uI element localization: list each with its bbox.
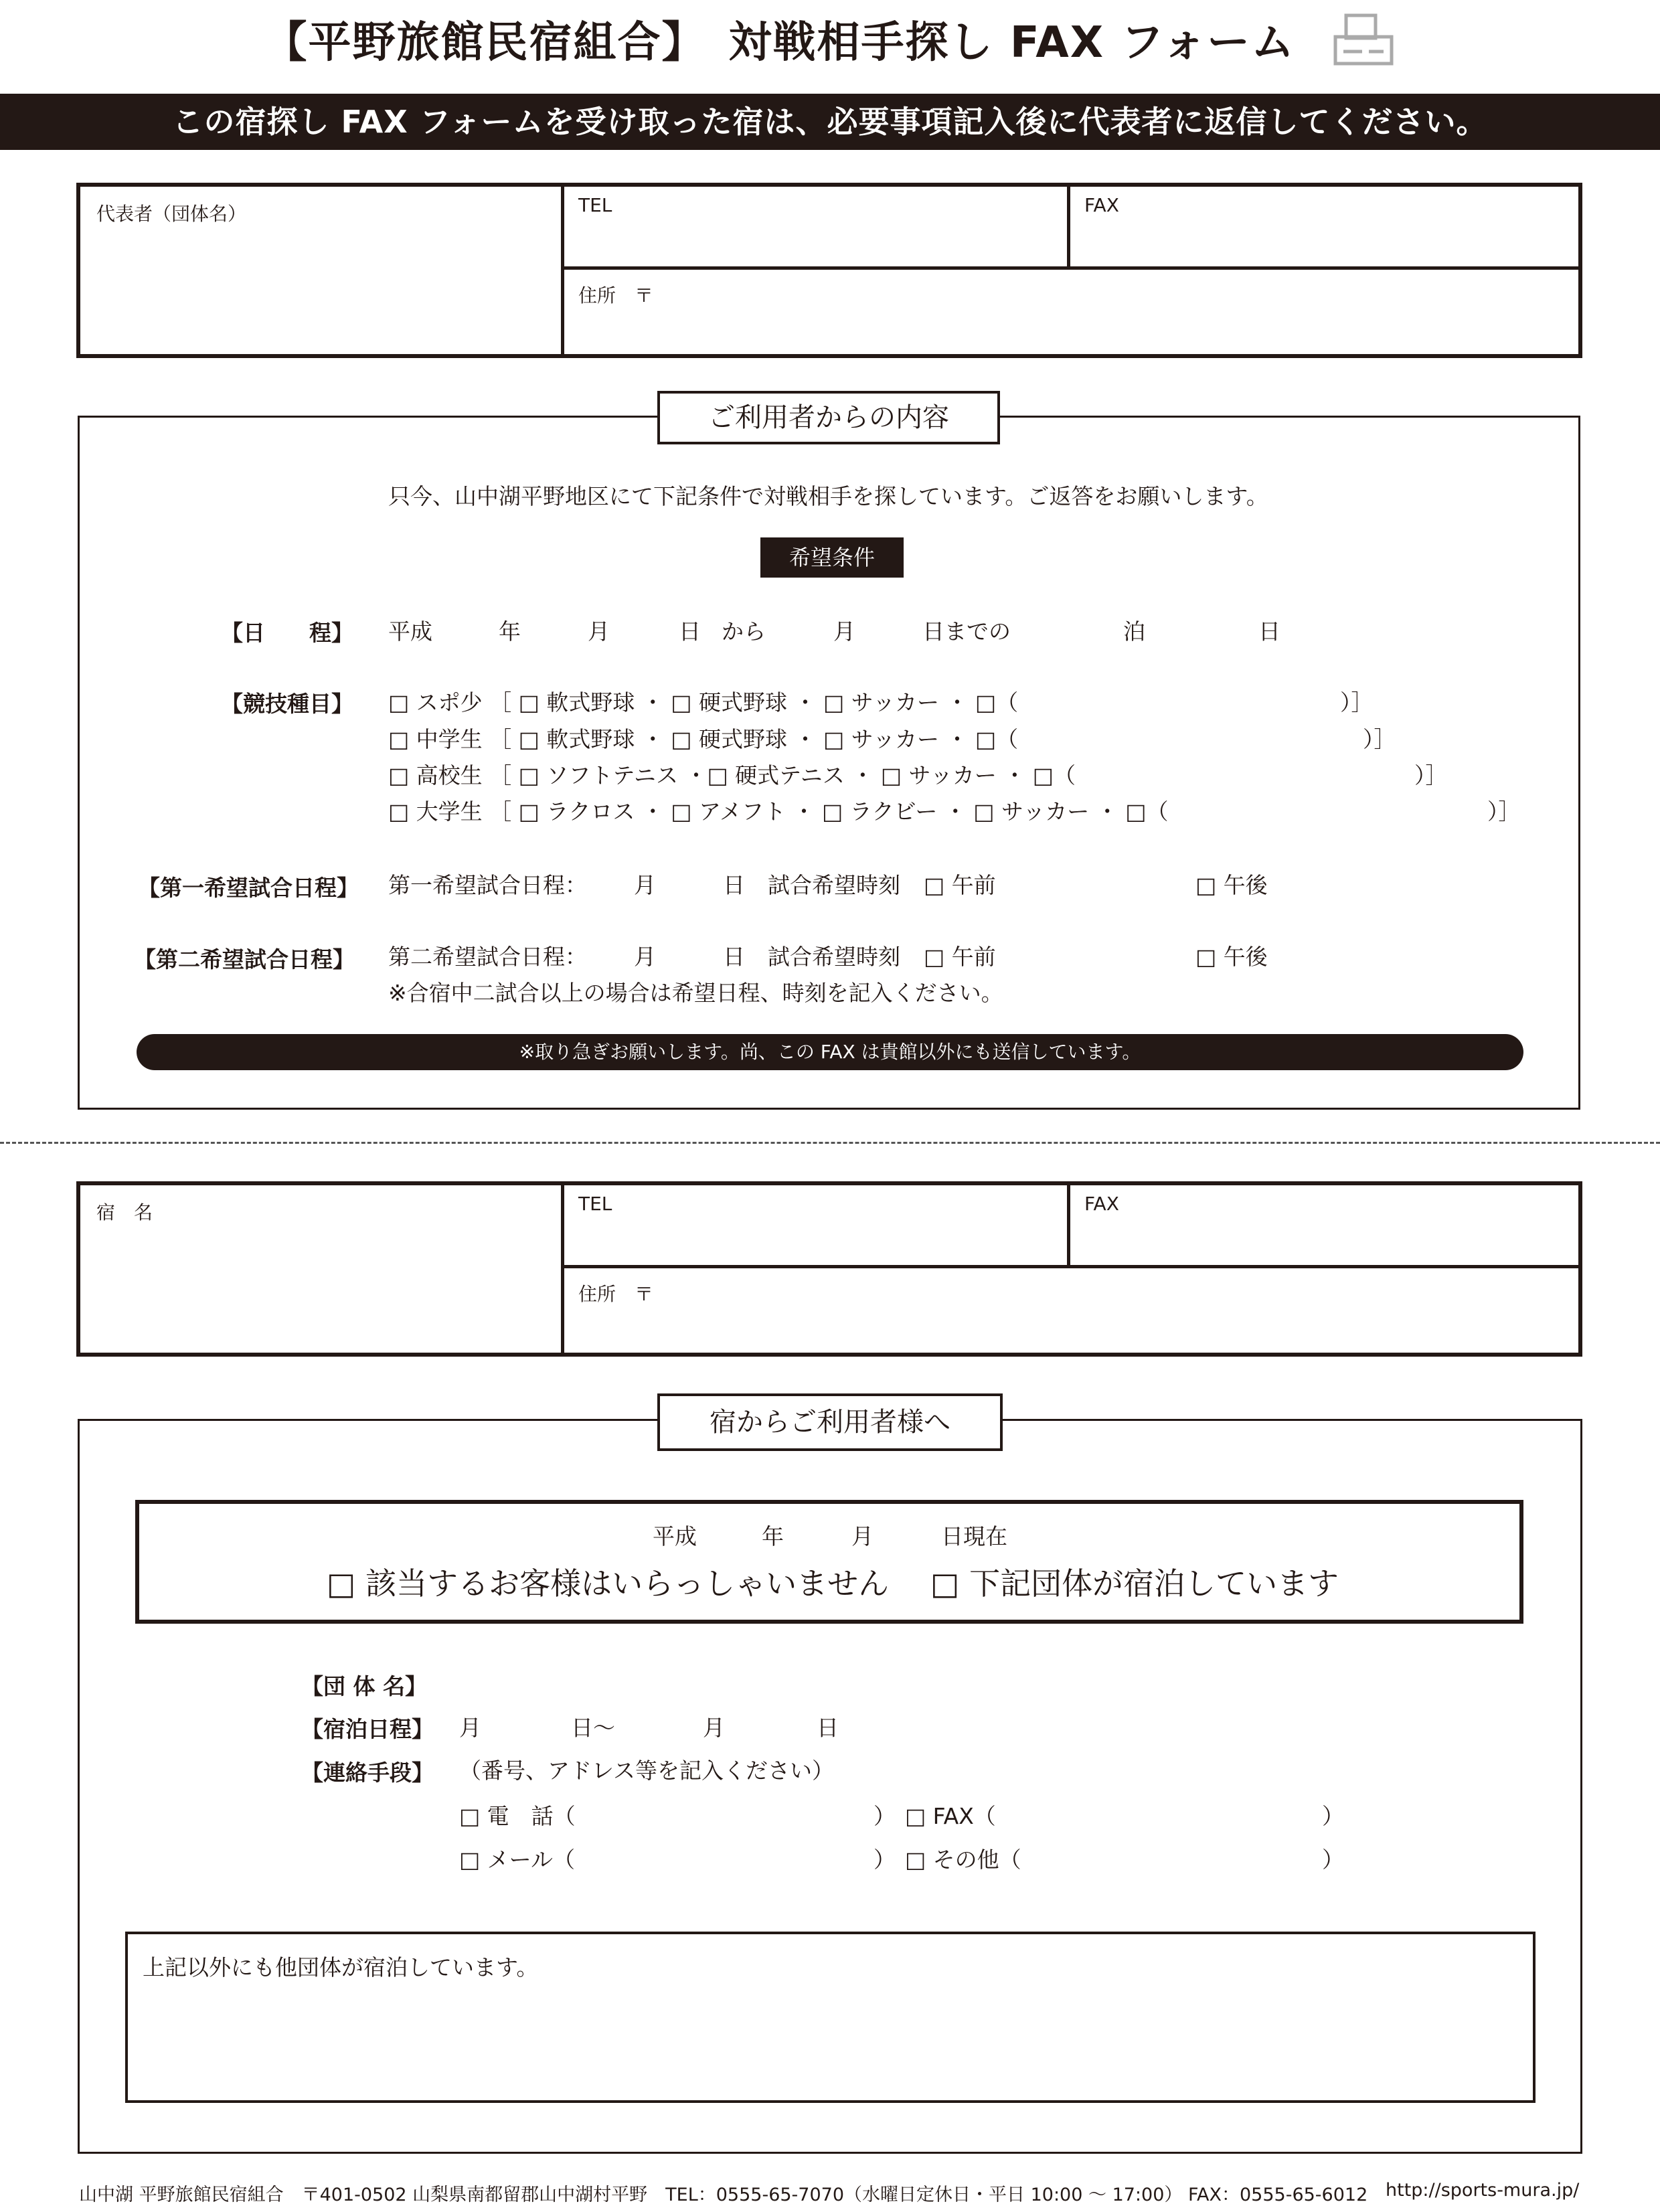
schedule-nights: 泊 bbox=[1123, 618, 1145, 645]
contact-fax-close: ） bbox=[1322, 1803, 1344, 1829]
urgent-note-pill: ※取り急ぎお願いします。尚、この FAX は貴館以外にも送信しています。 bbox=[137, 1034, 1523, 1070]
sports-row-junior-close: ）］ bbox=[1363, 726, 1396, 752]
stay-day-2: 日 bbox=[817, 1715, 839, 1741]
schedule-label: 【日 程】 bbox=[221, 620, 353, 646]
second-choice-time-label: 試合希望時刻 bbox=[768, 944, 900, 970]
option-guest-staying[interactable]: □ 下記団体が宿泊しています bbox=[930, 1565, 1339, 1602]
footer-url[interactable]: http://sports-mura.jp/ bbox=[1386, 2180, 1580, 2201]
sports-label: 【競技種目】 bbox=[221, 691, 353, 717]
representative-label: 代表者（団体名） bbox=[96, 203, 247, 225]
second-choice-label: 【第二希望試合日程】 bbox=[134, 946, 355, 972]
schedule-month: 月 bbox=[588, 618, 610, 645]
reply-date-month: 月 bbox=[851, 1523, 874, 1549]
other-groups-note: 上記以外にも他団体が宿泊しています。 bbox=[143, 1954, 539, 1980]
user-request-heading: ご利用者からの内容 bbox=[657, 391, 1000, 444]
fax-label: FAX bbox=[1084, 194, 1119, 216]
schedule-until: 日までの bbox=[922, 618, 1011, 645]
inn-address-field[interactable] bbox=[566, 1273, 1578, 1352]
second-choice-text: 第二希望試合日程： bbox=[388, 944, 587, 970]
contact-phone-close: ） bbox=[874, 1803, 896, 1829]
contact-other-close: ） bbox=[1322, 1847, 1344, 1873]
contact-phone[interactable]: □ 電 話（ bbox=[459, 1803, 576, 1829]
footer-address: 山中湖 平野旅館民宿組合 〒401-0502 山梨県南都留郡山中湖村平野 TEL：0555-65-7070（水曜日定休日・平日 10:00 〜 17:00） FAX：0555-65-6012 bbox=[79, 2185, 1368, 2205]
contact-note: （番号、アドレス等を記入ください） bbox=[459, 1758, 835, 1784]
sports-row-youth[interactable]: □ スポ少 ［ □ 軟式野球 ・ □ 硬式野球 ・ □ サッカー ・ □（ bbox=[388, 689, 1019, 715]
representative-field[interactable] bbox=[84, 193, 560, 353]
stay-schedule-label: 【宿泊日程】 bbox=[301, 1716, 434, 1742]
sports-row-college[interactable]: □ 大学生 ［ □ ラクロス ・ □ アメフト ・ □ ラクビー ・ □ サッカー ・ □（ bbox=[388, 798, 1169, 825]
inn-fax-field[interactable] bbox=[1072, 1186, 1578, 1263]
inn-tel-label: TEL bbox=[578, 1193, 612, 1215]
inn-fax-label: FAX bbox=[1084, 1193, 1119, 1215]
fax-machine-icon bbox=[1331, 13, 1396, 77]
reply-date-era: 平成 bbox=[653, 1523, 697, 1549]
fax-field[interactable] bbox=[1072, 187, 1578, 264]
sports-row-college-close: ）］ bbox=[1487, 798, 1521, 825]
page-title bbox=[0, 8, 1660, 77]
sports-row-high-close: ）］ bbox=[1414, 762, 1448, 788]
inn-name-field[interactable] bbox=[84, 1191, 560, 1352]
footer bbox=[79, 2180, 1580, 2206]
schedule-from: から bbox=[722, 618, 766, 645]
contact-label: 【連絡手段】 bbox=[301, 1760, 434, 1786]
sports-row-youth-close: ）］ bbox=[1340, 689, 1374, 715]
tel-field[interactable] bbox=[566, 187, 1065, 264]
second-choice-day: 日 bbox=[723, 944, 745, 970]
first-choice-label: 【第一希望試合日程】 bbox=[138, 875, 359, 901]
inn-tel-field[interactable] bbox=[566, 1186, 1065, 1263]
reply-date-year: 年 bbox=[762, 1523, 784, 1549]
stay-month-1: 月 bbox=[459, 1715, 481, 1741]
contact-fax[interactable]: □ FAX（ bbox=[905, 1803, 996, 1829]
page-title-text: 【平野旅館民宿組合】 対戦相手探し FAX フォーム bbox=[264, 18, 1296, 68]
group-name-label: 【団 体 名】 bbox=[301, 1673, 427, 1699]
first-choice-day: 日 bbox=[723, 872, 745, 898]
first-choice-text: 第一希望試合日程： bbox=[388, 872, 587, 898]
schedule-year: 年 bbox=[499, 618, 521, 645]
first-choice-am[interactable]: □ 午前 bbox=[924, 872, 996, 898]
option-no-guest[interactable]: □ 該当するお客様はいらっしゃいません bbox=[327, 1565, 890, 1602]
sports-row-high[interactable]: □ 高校生 ［ □ ソフトテニス ・□ 硬式テニス ・ □ サッカー ・ □（ bbox=[388, 762, 1076, 788]
reply-date-day: 日現在 bbox=[941, 1523, 1007, 1549]
second-choice-month: 月 bbox=[634, 944, 656, 970]
address-label: 住所 〒 bbox=[578, 284, 654, 307]
contact-mail[interactable]: □ メール（ bbox=[459, 1847, 576, 1873]
conditions-badge: 希望条件 bbox=[760, 537, 904, 578]
sports-row-junior[interactable]: □ 中学生 ［ □ 軟式野球 ・ □ 硬式野球 ・ □ サッカー ・ □（ bbox=[388, 726, 1019, 752]
first-choice-pm[interactable]: □ 午後 bbox=[1195, 872, 1268, 898]
schedule-days: 日 bbox=[1258, 618, 1280, 645]
tel-label: TEL bbox=[578, 194, 612, 216]
multi-match-note: ※合宿中二試合以上の場合は希望日程、時刻を記入ください。 bbox=[388, 980, 1003, 1006]
instruction-banner: この宿探し FAX フォームを受け取った宿は、必要事項記入後に代表者に返信してください。 bbox=[0, 94, 1660, 150]
intro-text: 只今、山中湖平野地区にて下記条件で対戦相手を探しています。ご返答をお願いします。 bbox=[388, 483, 1268, 509]
contact-other[interactable]: □ その他（ bbox=[905, 1847, 1021, 1873]
stay-day-1: 日〜 bbox=[571, 1715, 615, 1741]
stay-month-2: 月 bbox=[703, 1715, 725, 1741]
first-choice-month: 月 bbox=[634, 872, 656, 898]
schedule-era: 平成 bbox=[388, 618, 432, 645]
inn-reply-heading: 宿からご利用者様へ bbox=[657, 1393, 1003, 1451]
inn-address-label: 住所 〒 bbox=[578, 1283, 654, 1305]
contact-mail-close: ） bbox=[874, 1847, 896, 1873]
second-choice-am[interactable]: □ 午前 bbox=[924, 944, 996, 970]
schedule-month2: 月 bbox=[833, 618, 855, 645]
schedule-day: 日 bbox=[679, 618, 701, 645]
inn-name-label: 宿 名 bbox=[96, 1201, 153, 1223]
first-choice-time-label: 試合希望時刻 bbox=[768, 872, 900, 898]
cut-line bbox=[0, 1142, 1660, 1144]
second-choice-pm[interactable]: □ 午後 bbox=[1195, 944, 1268, 970]
address-field[interactable] bbox=[566, 274, 1578, 353]
